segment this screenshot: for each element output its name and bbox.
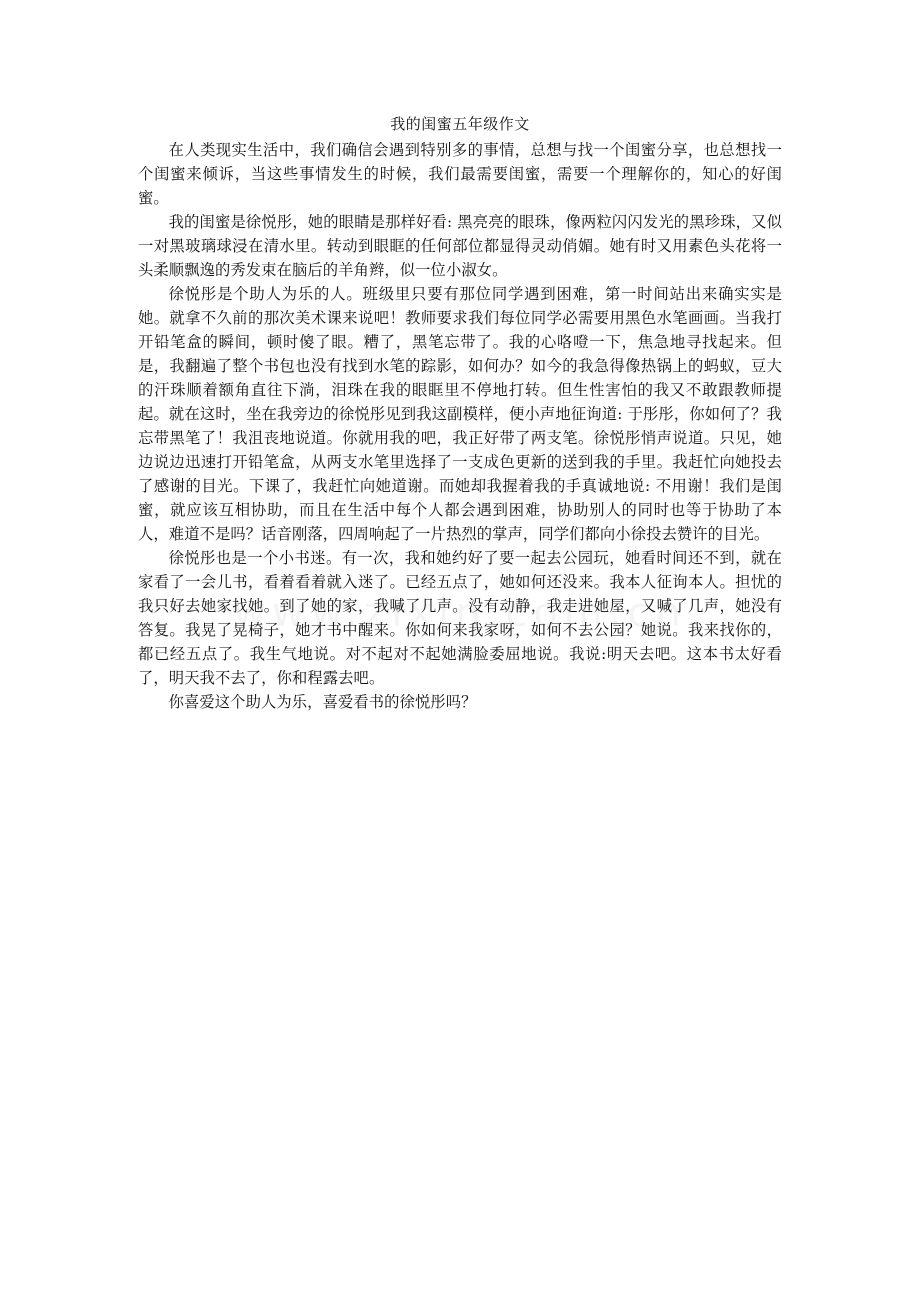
paragraph-5: 你喜爱这个助人为乐，喜爱看书的徐悦彤吗？ [168, 693, 477, 711]
paragraph-2: 我的闺蜜是徐悦彤，她的眼睛是那样好看: 黑亮亮的眼珠，像两粒闪闪发光的黑珍珠，又似一对黑玻璃球浸在清水里。转动到眼眶的任何部位都显得灵动俏媚。她有时又用素色头花将一头柔顺飘逸的秀发束在脑后的羊角辫，似一位小淑女。 [138, 213, 782, 279]
document-title: 我的闺蜜五年级作文 [390, 115, 530, 133]
paragraph-3: 徐悦彤是个助人为乐的人。班级里只要有那位同学遇到困难，第一时间站出来确实实是她。就拿不久前的那次美术课来说吧！教师要求我们每位同学必需要用黑色水笔画画。当我打开铅笔盒的瞬间，顿时傻了眼。糟了，黑笔忘带了。我的心咯噔一下，焦急地寻找起来。但是，我翻遍了整个书包也没有找到水笔的踪影，如何办？如今的我急得像热锅上的蚂蚁，豆大的汗珠顺着额角直往下淌，泪珠在我的眼眶里不停地打转。但生性害怕的我又不敢跟教师提起。就在这时，坐在我旁边的徐悦彤见到我这副模样，便小声地征询道: 于彤彤，你如何了？我忘带黑笔了！我沮丧地说道。你就用我的吧，我正好带了两支笔。徐悦彤悄声说道。只见，她边说边迅速打开铅笔盒，从两支水笔里选择了一支成色更新的送到我的手里。我赶忙向她投去了感谢的目光。下课了，我赶忙向她道谢。而她却我握着我的手真诚地说: 不用谢！我们是闺蜜，就应该互相协助，而且在生活中每个人都会遇到困难，协助别人的同时也等于协助了本人，难道不是吗？话音刚落，四周响起了一片热烈的掌声，同学们都向小徐投去赞许的目光。 [138, 285, 782, 543]
document-page [138, 112, 782, 714]
paragraph-4: 徐悦彤也是一个小书迷。有一次，我和她约好了要一起去公园玩，她看时间还不到，就在家看了一会儿书，看着看着就入迷了。已经五点了，她如何还没来。我本人征询本人。担忧的我只好去她家找她。到了她的家，我喊了几声。没有动静，我走进她屋，又喊了几声，她没有答复。我晃了晃椅子，她才书中醒来。你如何来我家呀，如何不去公园？她说。我来找你的，都已经五点了。我生气地说。对不起对不起她满脸委屈地说。我说:明天去吧。这本书太好看了，明天我不去了，你和程露去吧。 [138, 549, 782, 687]
paragraph-1: 在人类现实生活中，我们确信会遇到特别多的事情，总想与找一个闺蜜分享，也总想找一个闺蜜来倾诉，当这些事情发生的时候，我们最需要闺蜜，需要一个理解你的，知心的好闺蜜。 [138, 141, 782, 207]
